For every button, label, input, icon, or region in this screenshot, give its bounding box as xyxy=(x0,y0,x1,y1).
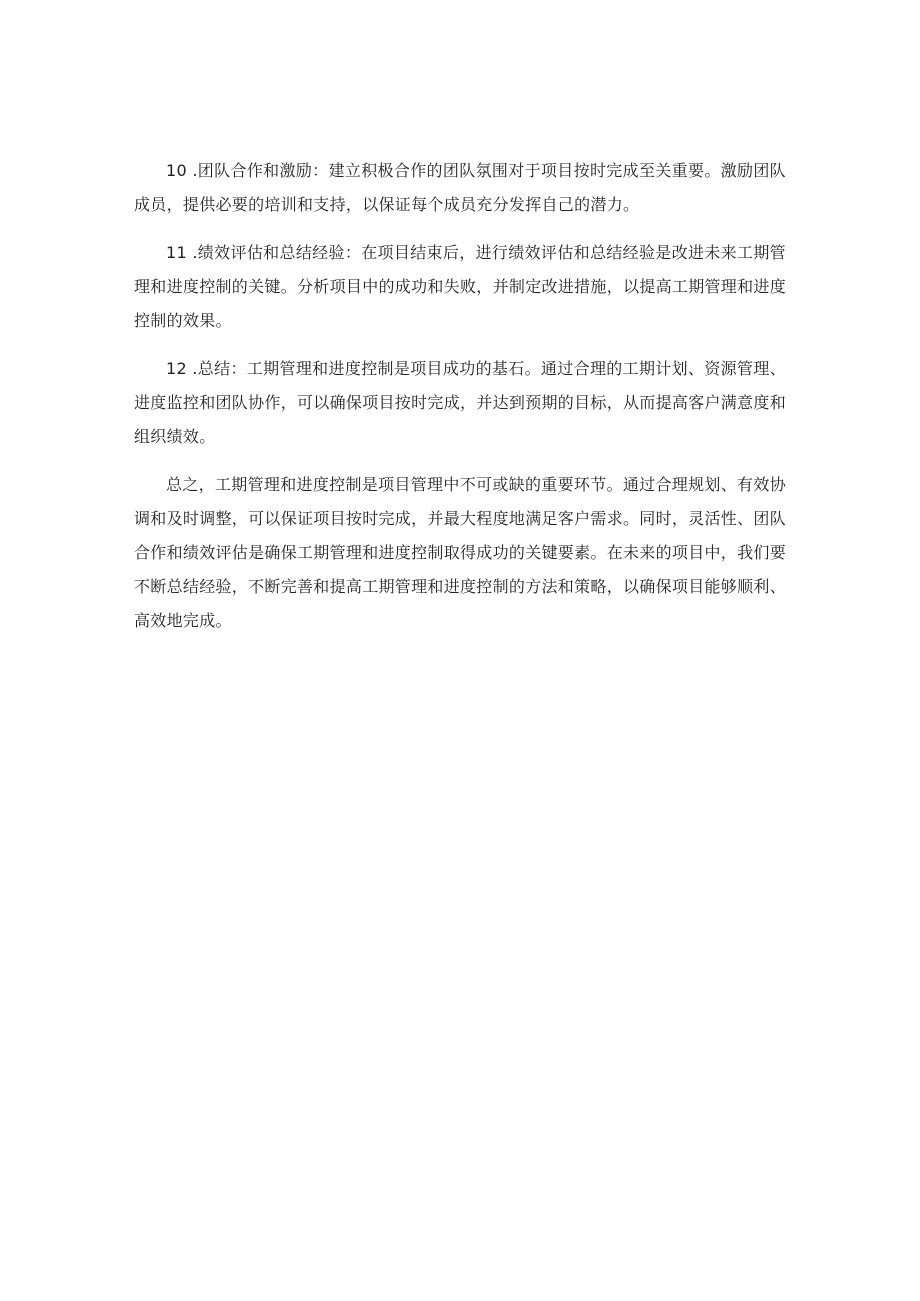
document-body xyxy=(134,154,786,652)
paragraph-summary: 12 .总结：工期管理和进度控制是项目成功的基石。通过合理的工期计划、资源管理、进度监控和团队协作，可以确保项目按时完成，并达到预期的目标，从而提高客户满意度和组织绩效。 xyxy=(134,359,787,446)
paragraph-teamwork: 10 .团队合作和激励：建立积极合作的团队氛围对于项目按时完成至关重要。激励团队成员，提供必要的培训和支持，以保证每个成员充分发挥自己的潜力。 xyxy=(134,161,786,214)
paragraph-performance-review: 11 .绩效评估和总结经验：在项目结束后，进行绩效评估和总结经验是改进未来工期管理和进度控制的关键。分析项目中的成功和失败，并制定改进措施，以提高工期管理和进度控制的效果。 xyxy=(134,243,787,330)
paragraph-conclusion: 总之，工期管理和进度控制是项目管理中不可或缺的重要环节。通过合理规划、有效协调和及时调整，可以保证项目按时完成，并最大程度地满足客户需求。同时，灵活性、团队合作和绩效评估是确保工期管理和进度控制取得成功的关键要素。在未来的项目中，我们要不断总结经验，不断完善和提高工期管理和进度控制的方法和策略，以确保项目能够顺利、高效地完成。 xyxy=(134,475,787,630)
